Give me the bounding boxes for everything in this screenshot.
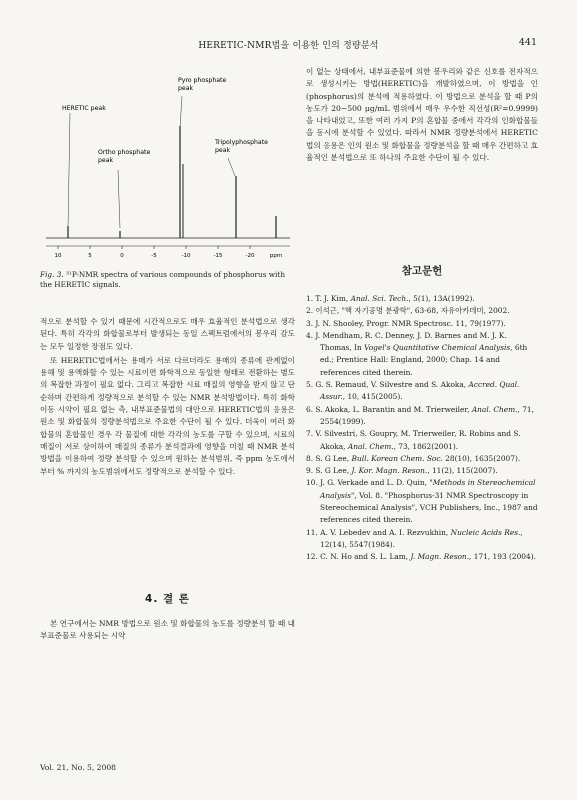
nmr-spectrum-figure: [40, 68, 295, 278]
reference-text: 7. V. Silvestri, S. Goupry, M. Trierweiler, R. Robins and S. Akoka,: [306, 429, 521, 451]
x-axis-tick-label: -10: [181, 253, 191, 259]
reference-item: [306, 379, 538, 404]
reference-item: [306, 465, 538, 477]
reference-journal: Accred. Qual. Assur.: [320, 380, 520, 402]
x-axis-tick-label: ppm: [269, 253, 283, 259]
caption-label: Fig. 3.: [40, 270, 64, 279]
reference-journal: Anal. Chem.: [347, 441, 394, 451]
left-paragraph-3: 본 연구에서는 NMR 방법으로 원소 및 화합물의 농도를 정량분석 할 때 내부표준물로 사용되는 시약: [40, 619, 295, 641]
reference-item: [306, 330, 538, 379]
reference-item: [306, 477, 538, 526]
left-column-text: [40, 316, 295, 478]
header-title: HERETIC-NMR법을 이용한 인의 정량분석: [198, 41, 379, 51]
nmr-spectrum-svg: [40, 68, 295, 268]
reference-text: 8. S. G Lee,: [306, 453, 352, 463]
reference-text: 9. S. G Lee,: [306, 466, 352, 476]
left-paragraph-2: 또 HERETIC법에서는 용매가 서로 다르더라도 용매의 종류에 관계없이 용해 및 용액화할 수 있는 시료이면 화학적으로 동일한 형태로 전환하는 별도의 복잡한 과정이 필요 없다. 그리고 복잡한 시료 매질의 영향을 받지 않고 단순하며 간편하게 정량적으로 분석할 수 있는 NMR 분석방법이다. 특히 화학이동 시약이 필요 없는 측, 내부표준물법의 대안으로 HERETIC법의 응용은 원소 및 화합물의 정량분석법으로 주요한 수단이 될 수 있다. 더욱이 여러 화합물의 혼합물인 경우 각 물질에 대한 각각의 농도를 구할 수 있으며, 시료의 매질이 서로 상이하여 매질의 종류가 분석결과에 영향을 미칠 때 NMR 분석방법을 이용하여 정량 분석할 수 있으며 원하는 분석범위, 즉 ppm 농도에서부터 % 까지의 농도범위에서도 정량적으로 분석할 수 있다.: [40, 355, 295, 476]
heretic-peak-label: HERETIC peak: [62, 105, 106, 112]
caption-text: ³¹P-NMR spectra of various compounds of phosphorus with the HERETIC signals.: [40, 270, 286, 289]
left-column-conclusion: [40, 618, 295, 643]
x-axis-tick-label: 10: [54, 253, 62, 259]
reference-text: 1. T. J. Kim,: [306, 294, 351, 303]
reference-item: [306, 453, 538, 465]
reference-details: , Vol. 8. "Phosphorus-31 NMR Spectroscopy in Stereochemical Analysis", VCH Publishers, Inc., 1987 and references cited therein.: [320, 490, 538, 525]
ortho-peak-label: Ortho phosphate peak: [98, 149, 151, 164]
reference-journal: J. Magn. Reson.: [410, 552, 470, 562]
reference-details: , 12(14), 5547(1984).: [320, 527, 523, 549]
reference-text: 5. G. S. Remaud, V. Silvestre and S. Akoka,: [306, 380, 469, 390]
x-axis-tick-label: -20: [245, 253, 255, 259]
x-axis-tick-label: -5: [151, 253, 157, 259]
section-title-conclusion: 4. 결 론: [145, 593, 190, 605]
x-axis-ticks: [55, 246, 283, 259]
footer-volume: Vol. 21, No. 5, 2008: [40, 763, 116, 772]
reference-details: , 73, 1862(2001).: [393, 441, 459, 451]
reference-text: 12. C. N. Ho and S. L. Lam,: [306, 552, 411, 562]
reference-details: , 5(1), 13A(1992).: [408, 294, 475, 303]
reference-text: 10. J. G. Verkade and L. D. Quin,: [306, 478, 430, 488]
reference-text: 6. S. Akoka, L. Barantin and M. Trierweiler,: [306, 404, 472, 414]
reference-text: 3. J. N. Shooley, Progr. NMR Spectrosc. 11, 79(1977).: [306, 318, 506, 328]
references-title: 참고문헌: [401, 265, 443, 277]
right-paragraph-1: 이 없는 상태에서, 내부표준물에 의한 봉우리와 같은 신호를 전자적으로 생성시키는 방법(HERETIC)을 개발하였으며, 이 방법을 인(phosphorus)의 분석에 적용하였다. 이 방법으로 분석을 할 때 P의 농도가 20~500 μg/mL 범위에서 매우 우수한 직선성(R²=0.9999)을 나타내었고, 또한 여러 가지 P의 혼합물 중에서 각각의 인화합물들을 동시에 분석할 수 있었다. 따라서 NMR 정량분석에서 HERETIC법의 응용은 인의 원소 및 화합물을 정량분석을 할 때 매우 간편하고 효율적인 분석법으로 또 하나의 주요한 수단이 될 수 있다.: [306, 67, 538, 163]
reference-details: , 71, 2554(1999).: [320, 404, 534, 426]
reference-details: , 6th ed.; Prentice Hall: England, 2000; Chap. 14 and references cited therein.: [320, 343, 528, 377]
reference-journal: Nucleic Acids Res.: [450, 527, 521, 537]
reference-item: [306, 404, 538, 429]
reference-item: [306, 318, 538, 330]
tripoly-leader-line: [228, 158, 235, 176]
reference-journal: Anal. Sci. Tech.: [350, 294, 409, 303]
tripoly-peak-label: Tripolyphosphate peak: [215, 139, 268, 154]
page-number: 441: [518, 37, 537, 48]
reference-item: [306, 527, 538, 552]
reference-journal: Anal. Chem.: [471, 404, 518, 414]
reference-details: , 11(2), 115(2007).: [427, 466, 498, 476]
right-column-text: [306, 66, 538, 164]
ortho-leader-line: [118, 170, 120, 228]
reference-journal: "Methods in Stereochemical Analysis": [320, 478, 536, 500]
reference-item: [306, 293, 538, 305]
left-paragraph-1: 적으로 분석할 수 있기 때문에 시간적으로도 매우 효율적인 분석법으로 생각된다. 특히 각각의 화합물로부터 발생되는 동일 스펙트럼에서의 봉우리 감도는 모두 일정한 장점도 있다.: [40, 317, 295, 351]
reference-details: 28(10), 1635(2007).: [442, 453, 521, 463]
reference-item: [306, 551, 538, 563]
heretic-leader-line: [68, 113, 70, 228]
pyro-leader-line: [180, 96, 182, 128]
reference-item: [306, 305, 538, 317]
reference-text: 4. J. Mendham, R. C. Denney, J. D. Barnes and M. J. K. Thomas, In: [306, 330, 507, 353]
reference-journal: Bull. Korean Chem. Soc.: [351, 453, 443, 463]
reference-item: [306, 428, 538, 453]
x-axis-tick-label: 5: [88, 253, 92, 259]
x-axis-tick-label: 0: [120, 253, 124, 259]
pyro-peak-label: Pyro phosphate peak: [178, 77, 227, 92]
reference-text: 11. A. V. Lebedev and A. I. Rezvukhin,: [306, 527, 451, 537]
references-list: [306, 293, 538, 564]
x-axis-tick-label: -15: [213, 253, 223, 259]
reference-details: , 171, 193 (2004).: [469, 552, 536, 562]
reference-details: , 10, 415(2005).: [342, 392, 403, 402]
reference-journal: J. Kor. Magn. Reson.: [351, 466, 428, 476]
figure-caption: [40, 270, 295, 290]
reference-journal: Vogel's Quantitative Chemical Analysis: [364, 343, 511, 353]
reference-text: 2. 이석근, "핵 자기공명 분광학", 63-68, 자유아카데미, 2002.: [306, 306, 510, 316]
